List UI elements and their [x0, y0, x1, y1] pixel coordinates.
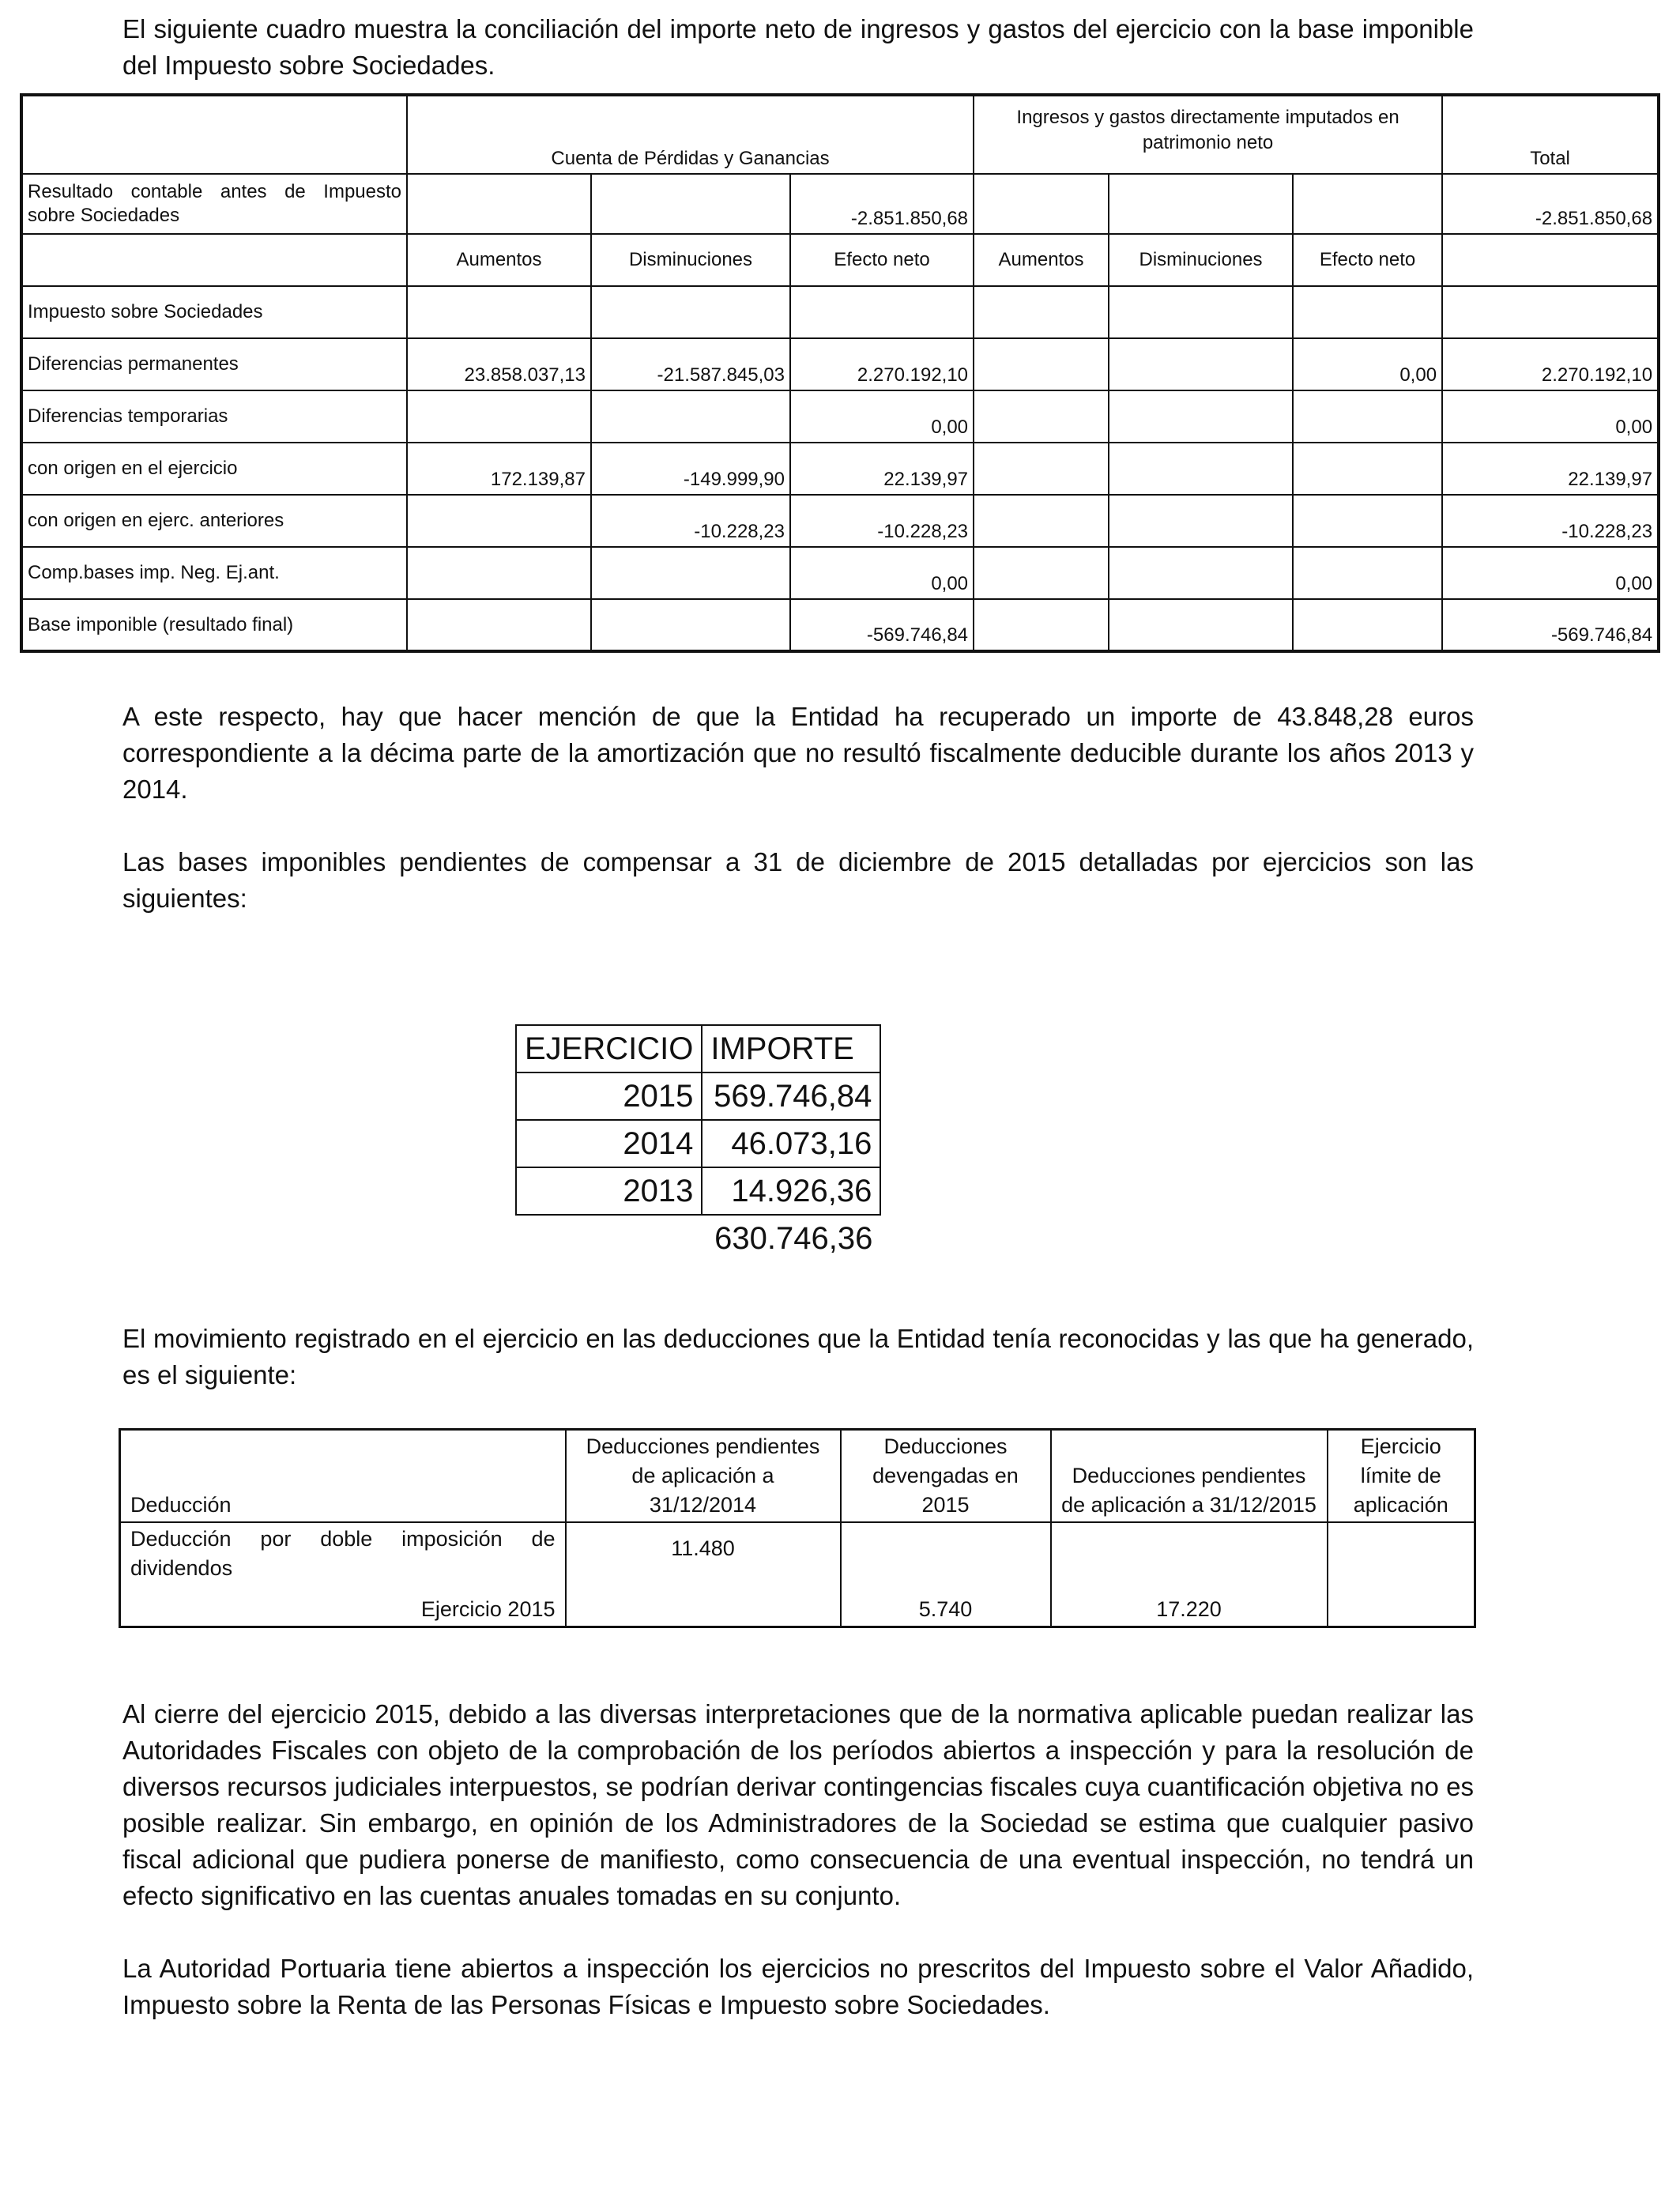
recon-cell-dis: [591, 286, 790, 338]
deduc-col-pendientes-2015: Deducciones pendientes de aplicación a 31/12/2015: [1051, 1430, 1328, 1523]
recon-cell-pefe: [1293, 599, 1442, 651]
deduc-col-limite: Ejercicio límite de aplicación: [1328, 1430, 1475, 1523]
recon-cell-efe: -10.228,23: [790, 495, 974, 547]
recon-row: [21, 286, 1659, 338]
recon-header-row: [21, 95, 1659, 174]
recon-cell-total: -569.746,84: [1442, 599, 1659, 651]
paragraph-deducciones: El movimiento registrado en el ejercicio en las deducciones que la Entidad tenía reconocidas y las que ha generado, es el siguiente:: [122, 1324, 1474, 1389]
recon-cell-paum: [974, 286, 1109, 338]
deduc-sub-pendientes-2015: 17.220: [1051, 1592, 1328, 1627]
recon-sub-p-efecto-neto: Efecto neto: [1293, 234, 1442, 286]
bases-col-importe: IMPORTE: [702, 1025, 880, 1072]
recon-cell-dis: [591, 599, 790, 651]
recon-cell-efe: 22.139,97: [790, 443, 974, 495]
recon-sub-disminuciones: Disminuciones: [591, 234, 790, 286]
bases-total: 630.746,36: [714, 1221, 873, 1256]
deduc-row-pendientes-2014: 11.480: [566, 1522, 841, 1592]
recon-cell-pefe: [1293, 495, 1442, 547]
deductions-table: [119, 1428, 1476, 1628]
bases-year: 2013: [516, 1167, 702, 1215]
bases-row: [516, 1120, 880, 1167]
recon-header-total: Total: [1442, 95, 1659, 174]
recon-cell-pdis: [1109, 547, 1293, 599]
recon-cell-pdis: [1109, 286, 1293, 338]
recon-cell-total: 0,00: [1442, 547, 1659, 599]
recon-cell-aum: 172.139,87: [407, 443, 591, 495]
deduc-row: [120, 1522, 1475, 1592]
recon-row: [21, 338, 1659, 390]
recon-sub-p-disminuciones: Disminuciones: [1109, 234, 1293, 286]
recon-subheader-row: [21, 234, 1659, 286]
recon-cell-pdis: [1109, 599, 1293, 651]
bases-year: 2015: [516, 1072, 702, 1120]
recon-cell-pefe: [1293, 547, 1442, 599]
recon-row-label: Base imponible (resultado final): [21, 599, 407, 651]
deduc-sub-label: Ejercicio 2015: [120, 1592, 566, 1627]
recon-cell-efe: 0,00: [790, 390, 974, 443]
recon-cell-total: 0,00: [1442, 390, 1659, 443]
recon-cell-pefe: [1293, 390, 1442, 443]
recon-cell-pdis: [1109, 495, 1293, 547]
bases-total-row: [516, 1215, 880, 1261]
recon-cell-pdis: [1109, 443, 1293, 495]
deduc-col-devengadas: Deducciones devengadas en 2015: [841, 1430, 1051, 1523]
recon-resultado-label: Resultado contable antes de Impuesto sobre Sociedades: [21, 174, 407, 234]
recon-cell-aum: [407, 599, 591, 651]
recon-cell-efe: -569.746,84: [790, 599, 974, 651]
recon-row-label: Diferencias temporarias: [21, 390, 407, 443]
bases-amount: 569.746,84: [702, 1072, 880, 1120]
recon-cell-pdis: [1109, 390, 1293, 443]
recon-row: [21, 495, 1659, 547]
recon-cell-dis: [591, 547, 790, 599]
recon-cell-total: -10.228,23: [1442, 495, 1659, 547]
recon-cell-paum: [974, 443, 1109, 495]
bases-amount: 46.073,16: [702, 1120, 880, 1167]
recon-cell-dis: -149.999,90: [591, 443, 790, 495]
recon-cell-total: 22.139,97: [1442, 443, 1659, 495]
recon-row: [21, 599, 1659, 651]
bases-header-row: [516, 1025, 880, 1072]
recon-resultado-row: [21, 174, 1659, 234]
bases-year: 2014: [516, 1120, 702, 1167]
recon-cell-paum: [974, 547, 1109, 599]
recon-header-empty: [21, 95, 407, 174]
intro-paragraph: El siguiente cuadro muestra la conciliación del importe neto de ingresos y gastos del ejercicio con la base imponible del Impuesto sobre Sociedades.: [122, 14, 1474, 80]
reconciliation-table: [20, 93, 1660, 653]
recon-cell-dis: -10.228,23: [591, 495, 790, 547]
recon-row: [21, 547, 1659, 599]
recon-cell-dis: [591, 390, 790, 443]
recon-cell-total: [1442, 286, 1659, 338]
paragraph-recuperado: A este respecto, hay que hacer mención de que la Entidad ha recuperado un importe de 43.848,28 euros correspondiente a la décima parte de la amortización que no resultó fiscalmente deducible durante los años 2013 y 2014.: [122, 702, 1474, 804]
recon-row-label: con origen en el ejercicio: [21, 443, 407, 495]
recon-cell-efe: [790, 286, 974, 338]
deduc-col-deduccion: Deducción: [120, 1430, 566, 1523]
bases-col-ejercicio: EJERCICIO: [516, 1025, 702, 1072]
paragraph-bases: Las bases imponibles pendientes de compensar a 31 de diciembre de 2015 detalladas por ejercicios son las siguientes:: [122, 847, 1474, 913]
recon-cell-paum: [974, 599, 1109, 651]
bases-row: [516, 1072, 880, 1120]
recon-cell-efe: 2.270.192,10: [790, 338, 974, 390]
recon-cell-aum: [407, 547, 591, 599]
paragraph-autoridad: La Autoridad Portuaria tiene abiertos a inspección los ejercicios no prescritos del Impuesto sobre el Valor Añadido, Impuesto sobre la Renta de las Personas Físicas e Impuesto sobre Sociedades.: [122, 1954, 1474, 2019]
recon-resultado-total: -2.851.850,68: [1442, 174, 1659, 234]
recon-cell-aum: [407, 390, 591, 443]
recon-cell-pefe: [1293, 443, 1442, 495]
recon-cell-dis: -21.587.845,03: [591, 338, 790, 390]
recon-cell-efe: 0,00: [790, 547, 974, 599]
recon-row-label: Diferencias permanentes: [21, 338, 407, 390]
recon-row-label: Impuesto sobre Sociedades: [21, 286, 407, 338]
recon-cell-paum: [974, 338, 1109, 390]
recon-cell-paum: [974, 390, 1109, 443]
recon-cell-pdis: [1109, 338, 1293, 390]
deduc-subrow: [120, 1592, 1475, 1627]
recon-row: [21, 443, 1659, 495]
recon-row-label: Comp.bases imp. Neg. Ej.ant.: [21, 547, 407, 599]
recon-resultado-pyg: -2.851.850,68: [790, 174, 974, 234]
bases-row: [516, 1167, 880, 1215]
deduc-col-pendientes-2014: Deducciones pendientes de aplicación a 31/12/2014: [566, 1430, 841, 1523]
recon-sub-efecto-neto: Efecto neto: [790, 234, 974, 286]
recon-header-pyg: Cuenta de Pérdidas y Ganancias: [407, 95, 974, 174]
recon-cell-pefe: 0,00: [1293, 338, 1442, 390]
recon-row-label: con origen en ejerc. anteriores: [21, 495, 407, 547]
recon-cell-paum: [974, 495, 1109, 547]
recon-cell-aum: [407, 286, 591, 338]
paragraph-cierre: Al cierre del ejercicio 2015, debido a las diversas interpretaciones que de la normativa aplicable puedan realizar las Autoridades Fiscales con objeto de la comprobación de los períodos abiertos a inspección y para la resolución de diversos recursos judiciales interpuestos, se podrían derivar contingencias fiscales cuya cuantificación objetiva no es posible realizar. Sin embargo, en opinión de los Administradores de la Sociedad se estima que cualquier pasivo fiscal adicional que pudiera ponerse de manifiesto, como consecuencia de una eventual inspección, no tendrá un efecto significativo en las cuentas anuales tomadas en su conjunto.: [122, 1699, 1474, 1910]
bases-table: [515, 1024, 881, 1261]
deduc-header-row: [120, 1430, 1475, 1523]
recon-sub-p-aumentos: Aumentos: [974, 234, 1109, 286]
deduc-row-label: Deducción por doble imposición de dividendos: [120, 1522, 566, 1592]
recon-sub-aumentos: Aumentos: [407, 234, 591, 286]
recon-cell-pefe: [1293, 286, 1442, 338]
recon-row: [21, 390, 1659, 443]
bases-amount: 14.926,36: [702, 1167, 880, 1215]
deduc-sub-devengadas: 5.740: [841, 1592, 1051, 1627]
recon-cell-total: 2.270.192,10: [1442, 338, 1659, 390]
recon-cell-aum: 23.858.037,13: [407, 338, 591, 390]
recon-cell-aum: [407, 495, 591, 547]
recon-header-patrimonio: Ingresos y gastos directamente imputados en patrimonio neto: [974, 95, 1442, 174]
